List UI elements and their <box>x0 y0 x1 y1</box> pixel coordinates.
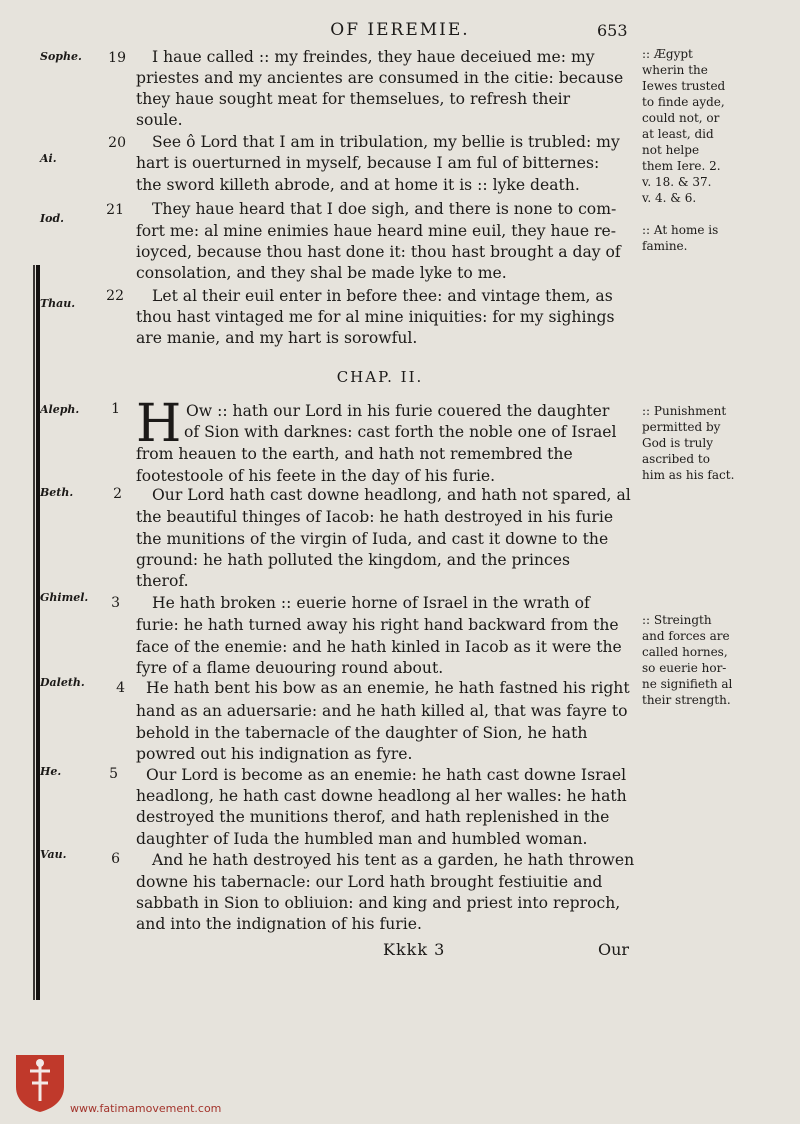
verse-number: 20 <box>108 135 126 151</box>
text-line: furie: he hath turned away his right hand backward from the <box>136 616 619 634</box>
hebrew-letter: Iod. <box>40 212 65 225</box>
chapter-heading: CHAP. II. <box>336 368 424 386</box>
margin-note-line: :: Ægypt <box>642 47 693 61</box>
margin-note-line: their strength. <box>642 693 731 707</box>
text-line: ioyced, because thou hast done it: thou hast brought a day of <box>136 243 621 261</box>
signature-mark: Kkkk 3 <box>383 940 446 959</box>
text-line: He hath bent his bow as an enemie, he hath fastned his right <box>146 679 630 697</box>
margin-note-line: called hornes, <box>642 645 728 659</box>
text-line: the munitions of the virgin of Iuda, and cast it downe to the <box>136 530 609 548</box>
text-line: Let al their euil enter in before thee: and vintage them, as <box>152 287 613 305</box>
text-line: footestoole of his feete in the day of his furie. <box>136 467 496 485</box>
text-line: fyre of a flame deuouring round about. <box>136 659 444 677</box>
verse-number: 3 <box>111 595 120 611</box>
margin-note-line: wherin the <box>642 63 708 77</box>
margin-note-line: Iewes trusted <box>642 79 726 93</box>
hebrew-letter: Thau. <box>40 297 76 310</box>
text-line: are manie, and my hart is sorowful. <box>136 329 418 347</box>
text-line: priestes and my ancientes are consumed in the citie: because <box>136 69 624 87</box>
catchword: Our <box>598 940 630 959</box>
margin-note-line: ne signifieth al <box>642 677 733 691</box>
verse-number: 4 <box>116 680 125 696</box>
verse-number: 22 <box>106 288 124 304</box>
margin-note-line: to finde ayde, <box>642 95 725 109</box>
hebrew-letter: Daleth. <box>40 676 85 689</box>
text-line: He hath broken :: euerie horne of Israel in the wrath of <box>152 594 590 612</box>
drop-cap: H <box>136 394 182 454</box>
text-line: Our Lord is become as an enemie: he hath cast downe Israel <box>146 766 627 784</box>
margin-note-line: :: Punishment <box>642 404 727 418</box>
hebrew-letter: Beth. <box>40 486 74 499</box>
margin-note-line: could not, or <box>642 111 720 125</box>
margin-note <box>642 46 792 206</box>
text-line: they haue sought meat for themselues, to refresh their <box>136 90 571 108</box>
page-number: 653 <box>597 21 628 40</box>
margin-note-line: him as his fact. <box>642 468 735 482</box>
fatima-movement-logo <box>14 1053 66 1113</box>
text-line: thou hast vintaged me for al mine iniquities: for my sighings <box>136 308 615 326</box>
hebrew-letter: Sophe. <box>40 50 82 63</box>
verse-number: 2 <box>113 486 122 502</box>
margin-note-line: v. 4. & 6. <box>642 191 697 205</box>
text-line: sabbath in Sion to obliuion: and king and priest into reproch, <box>136 894 621 912</box>
text-line: powred out his indignation as fyre. <box>136 745 413 763</box>
text-line: soule. <box>136 111 183 129</box>
margin-rule-shadow <box>33 265 35 1000</box>
text-line: the sword killeth abrode, and at home it is :: lyke death. <box>136 176 580 194</box>
hebrew-letter: Vau. <box>40 848 67 861</box>
hebrew-letter: He. <box>40 765 62 778</box>
text-line: headlong, he hath cast downe headlong al her walles: he hath <box>136 787 627 805</box>
text-line: fort me: al mine enimies haue heard mine euil, they haue re- <box>136 222 617 240</box>
text-line: Ow :: hath our Lord in his furie couered the daughter <box>186 402 610 420</box>
text-line: daughter of Iuda the humbled man and humbled woman. <box>136 830 588 848</box>
text-line: I haue called :: my freindes, they haue deceiued me: my <box>152 48 595 66</box>
margin-note-line: ascribed to <box>642 452 710 466</box>
margin-note-line: famine. <box>642 239 688 253</box>
text-line: hand as an aduersarie: and he hath killed al, that was fayre to <box>136 702 628 720</box>
text-line: downe his tabernacle: our Lord hath brought festiuitie and <box>136 873 603 891</box>
text-line: Our Lord hath cast downe headlong, and hath not spared, al <box>152 486 631 504</box>
watermark-url[interactable]: www.fatimamovement.com <box>70 1102 222 1115</box>
text-line: and into the indignation of his furie. <box>136 915 422 933</box>
verse-number: 21 <box>106 202 124 218</box>
text-line: from heauen to the earth, and hath not remembred the <box>136 445 573 463</box>
text-line: destroyed the munitions therof, and hath replenished in the <box>136 808 610 826</box>
margin-note-line: so euerie hor- <box>642 661 727 675</box>
text-line: the beautiful thinges of Iacob: he hath destroyed in his furie <box>136 508 614 526</box>
text-line: behold in the tabernacle of the daughter of Sion, he hath <box>136 724 588 742</box>
margin-note-line: God is truly <box>642 436 714 450</box>
margin-note-line: :: Streingth <box>642 613 712 627</box>
margin-note-line: and forces are <box>642 629 730 643</box>
verse-number: 1 <box>111 401 120 417</box>
hebrew-letter: Ghimel. <box>40 591 89 604</box>
text-line: They haue heard that I doe sigh, and there is none to com- <box>152 200 617 218</box>
text-line: hart is ouerturned in myself, because I am ful of bitternes: <box>136 154 600 172</box>
text-line: face of the enemie: and he hath kinled in Iacob as it were the <box>136 638 622 656</box>
margin-note-line: not helpe <box>642 143 700 157</box>
verse-number: 19 <box>108 50 126 66</box>
margin-note-line: v. 18. & 37. <box>642 175 712 189</box>
text-line: And he hath destroyed his tent as a garden, he hath throwen <box>152 851 635 869</box>
margin-note-line: at least, did <box>642 127 714 141</box>
margin-note-line: them Iere. 2. <box>642 159 721 173</box>
verse-number: 5 <box>109 766 118 782</box>
hebrew-letter: Ai. <box>40 152 57 165</box>
text-line: therof. <box>136 572 189 590</box>
margin-note <box>642 222 792 254</box>
hebrew-letter: Aleph. <box>40 403 80 416</box>
text-line: of Sion with darknes: cast forth the noble one of Israel <box>184 423 617 441</box>
margin-note <box>642 403 792 483</box>
verse-number: 6 <box>111 851 120 867</box>
text-line: consolation, and they shal be made lyke to me. <box>136 264 507 282</box>
text-line: See ô Lord that I am in tribulation, my bellie is trubled: my <box>152 133 620 151</box>
running-header-title: OF IEREMIE. <box>330 20 470 40</box>
margin-note-line: :: At home is <box>642 223 719 237</box>
margin-note-line: permitted by <box>642 420 721 434</box>
margin-note <box>642 612 792 708</box>
margin-rule <box>36 265 40 1000</box>
text-line: ground: he hath polluted the kingdom, and the princes <box>136 551 570 569</box>
